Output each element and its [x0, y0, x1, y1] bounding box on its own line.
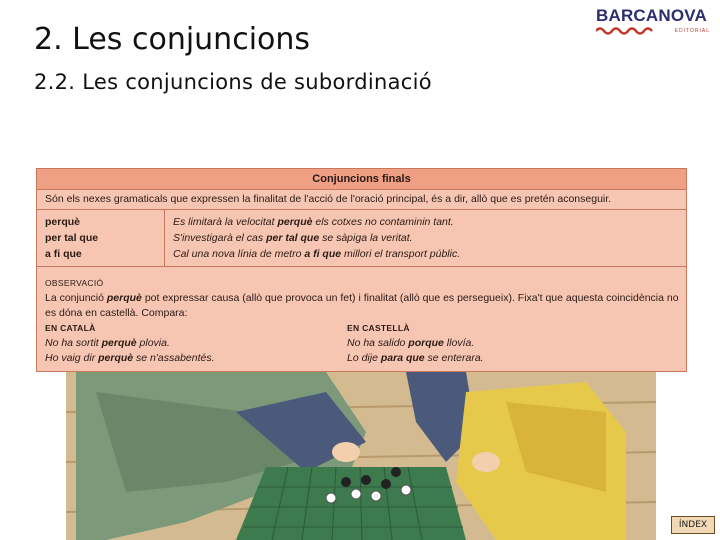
slide-title: 2. Les conjuncions: [34, 22, 311, 57]
compare-label-catalan: EN CATALÀ: [45, 323, 96, 333]
divider: [37, 266, 686, 267]
observation-title: OBSERVACIÓ: [45, 278, 104, 288]
checkers-game-illustration-icon: [66, 372, 656, 540]
conjunction-item: perquè: [45, 216, 81, 228]
index-button[interactable]: ÍNDEX: [671, 516, 715, 534]
example-sentence: Es limitarà la velocitat perquè els cotxes no contaminin tant.: [173, 216, 454, 228]
panel-definition: Són els nexes gramaticals que expressen la finalitat de l'acció de l'oració principal, és a dir, allò que es pretén aconseguir.: [45, 193, 612, 205]
example-sentence: Cal una nova línia de metro a fi que millori el transport públic.: [173, 248, 461, 260]
panel-header: Conjuncions finals: [37, 169, 686, 190]
example-sentence: S'investigarà el cas per tal que se sàpiga la veritat.: [173, 232, 413, 244]
logo-tagline: EDITORIAL: [674, 28, 710, 34]
compare-example: No ha sortit perquè plovia.: [45, 337, 170, 349]
barcanova-logo: [596, 6, 714, 40]
compare-label-castilian: EN CASTELLÀ: [347, 323, 410, 333]
conjunction-item: per tal que: [45, 232, 99, 244]
compare-example: Lo dije para que se enterara.: [347, 352, 484, 364]
conjunctions-panel: [36, 168, 687, 372]
slide-subtitle: 2.2. Les conjuncions de subordinació: [34, 70, 432, 94]
logo-wordmark: BARCANOVA: [596, 6, 708, 25]
divider: [37, 209, 686, 210]
observation-text: La conjunció perquè pot expressar causa (allò que provoca un fet) i finalitat (allò que es persegueix). Fixa't que aquesta coincidència no es dóna en castellà. Compara:: [45, 292, 679, 319]
conjunction-item: a fi que: [45, 248, 82, 260]
compare-example: Ho vaig dir perquè se n'assabentés.: [45, 352, 215, 364]
column-divider: [164, 210, 165, 266]
compare-example: No ha salido porque llovía.: [347, 337, 475, 349]
